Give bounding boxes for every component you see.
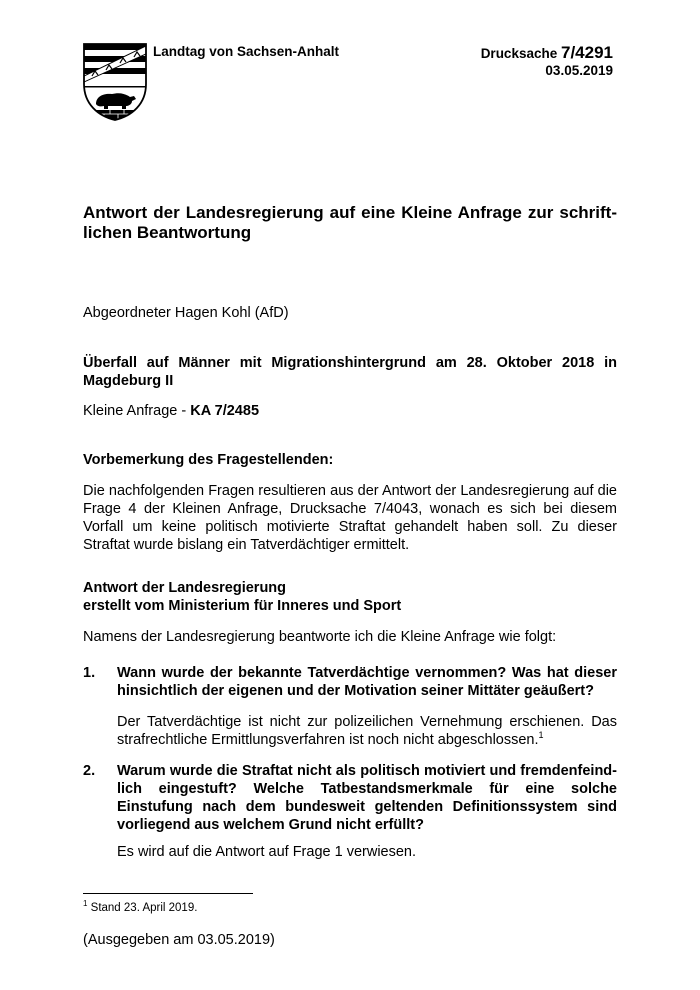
inquiry-prefix: Kleine Anfrage - <box>83 403 191 419</box>
answer-heading-line-1: Antwort der Landesregierung <box>83 580 287 596</box>
coat-of-arms-icon <box>82 42 148 122</box>
question-number: 2. <box>83 763 96 779</box>
answer-text <box>117 713 617 749</box>
question-number: 1. <box>83 665 96 681</box>
doc-date: 03.05.2019 <box>545 63 613 78</box>
inquiry-number: KA 7/2485 <box>190 403 260 419</box>
preliminary-heading: Vorbemerkung des Fragestellenden: <box>83 452 334 468</box>
question-text: Wann wurde der bekannte Tatverdächtige vernommen? Was hat dieser hinsichtlich der eigenen und der Motivation seiner Mittäter geäußert? <box>117 665 617 699</box>
document-title: Antwort der Landesregierung auf eine Kleine Anfrage zur schriftlichen Beantwortung <box>83 203 617 242</box>
preliminary-text: Die nachfolgenden Fragen resultieren aus der Antwort der Landesregierung auf die Frage 4 der Kleinen Anfrage, Drucksache 7/4043, wonach es sich bei diesem Vorfall um keine politisch motivierte Straftat gehandelt haben soll. Zu dieser Straftat wurde bislang ein Tatverdächtiger ermittelt. <box>83 483 617 553</box>
doc-label: Drucksache <box>480 46 558 61</box>
issued-date: (Ausgegeben am 03.05.2019) <box>83 932 275 948</box>
doc-number: 7/4291 <box>561 43 613 62</box>
intro-text: Namens der Landesregierung beantworte ich die Kleine Anfrage wie folgt: <box>83 629 557 645</box>
footnote-mark: 1 <box>83 899 88 909</box>
subject: Überfall auf Männer mit Migrationshintergrund am 28. Oktober 2018 in Magdeburg II <box>83 355 617 389</box>
footnote <box>83 899 198 914</box>
answer-body: Der Tatverdächtige ist nicht zur polizeilichen Vernehmung erschienen. Das strafrechtliche Ermittlungsverfahren ist noch nicht abgeschlossen. <box>117 714 617 748</box>
answer-heading <box>83 579 617 615</box>
footnote-ref: 1 <box>538 730 544 741</box>
parliament-name: Landtag von Sachsen-Anhalt <box>153 44 340 59</box>
footnote-text: Stand 23. April 2019. <box>87 902 198 914</box>
document-reference <box>481 44 613 79</box>
question-text: Warum wurde die Straftat nicht als politisch motiviert und fremdenfeindlich eingestuft? Welche Tatbestandsmerkmale für eine solche Einstufung nach dem bundesweit geltenden Definitionssystem sind vorliegend aus welchem Grund nicht erfüllt? <box>117 763 617 833</box>
author: Abgeordneter Hagen Kohl (AfD) <box>83 305 289 321</box>
answer-heading-line-2: erstellt vom Ministerium für Inneres und Sport <box>83 598 402 614</box>
footnote-divider <box>83 893 253 894</box>
answer-text: Es wird auf die Antwort auf Frage 1 verwiesen. <box>117 844 417 860</box>
inquiry-reference <box>83 402 617 420</box>
